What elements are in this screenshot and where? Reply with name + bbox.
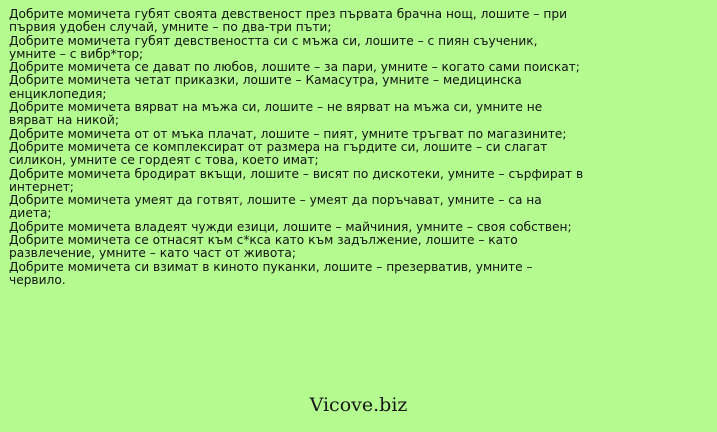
joke-line-12: Добрите момичета си взимат в киното пуканки, лошите – презерватив, умните – червило. <box>9 259 533 287</box>
joke-line-3: Добрите момичета се дават по любов, лошите – за пари, умните – когато сами поискат; <box>9 60 580 75</box>
joke-line-1: Добрите момичета губят своята девственост през първата брачна нощ, лошите – при първия удобен случай, умните – по два-три пъти; <box>9 7 568 35</box>
joke-line-11: Добрите момичета се отнасят към с*кса като към задължение, лошите – като развлечение, умните – като част от живота; <box>9 233 518 261</box>
joke-line-6: Добрите момичета от от мъка плачат, лошите – пият, умните тръгват по магазините; <box>9 126 567 141</box>
joke-line-7: Добрите момичета се комплексират от размера на гърдите си, лошите – си слагат силикон, умните се гордеят с това, което имат; <box>9 139 548 168</box>
joke-line-5: Добрите момичета вярват на мъжа си, лошите – не вярват на мъжа си, умните не вярват на никой; <box>9 100 543 128</box>
site-watermark: Vicove.biz <box>309 394 408 416</box>
joke-line-4: Добрите момичета четат приказки, лошите – Камасутра, умните – медицинска енциклопедия; <box>9 73 522 101</box>
joke-line-8: Добрите момичета бродират вкъщи, лошите – висят по дискотеки, умните – сърфират в интернет; <box>9 166 584 194</box>
joke-text-block <box>9 8 584 287</box>
joke-line-9: Добрите момичета умеят да готвят, лошите – умеят да поръчават, умните – са на диета; <box>9 193 542 221</box>
joke-line-2: Добрите момичета губят девствеността си с мъжа си, лошите – с пиян съученик, умните – с вибр*тор; <box>9 33 538 61</box>
joke-line-10: Добрите момичета владеят чужди езици, лошите – майчиния, умните – своя собствен; <box>9 219 572 234</box>
